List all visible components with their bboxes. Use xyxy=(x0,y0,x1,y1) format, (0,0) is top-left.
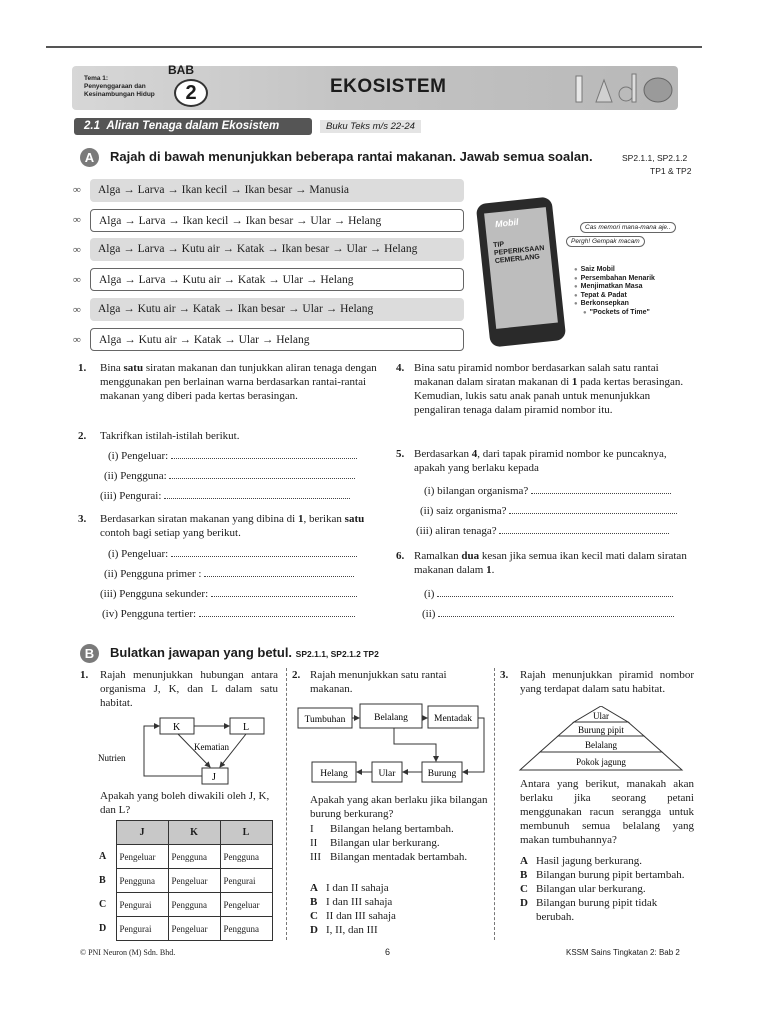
part-b-instruction: Bulatkan jawapan yang betul. xyxy=(110,645,293,660)
option-c[interactable] xyxy=(520,882,696,896)
ad-feature: ● Persembahan Menarik xyxy=(574,275,655,284)
item-label: (iii) Pengguna sekunder: xyxy=(100,588,209,600)
option-label: C xyxy=(310,910,318,922)
part-a-sp-codes: SP2.1.1, SP2.1.2 xyxy=(622,153,688,163)
theme-label xyxy=(84,75,164,99)
question-a1 xyxy=(78,361,380,403)
question-number: 3. xyxy=(500,669,509,681)
answer-blank[interactable] xyxy=(509,505,677,514)
text-run: dua xyxy=(461,550,480,562)
food-chain-5: Alga → Kutu air → Katak → Ikan besar → Ular → Helang xyxy=(90,298,464,321)
item-label: (i) Pengeluar: xyxy=(108,450,169,462)
table-corner xyxy=(96,821,116,845)
answer-blank[interactable] xyxy=(171,548,357,557)
text-run: Bina xyxy=(100,362,124,374)
ad-phone-subtitle: TIP PEPERIKSAAN CEMERLANG xyxy=(492,241,545,266)
question-text xyxy=(414,549,694,577)
label-ular: Ular xyxy=(378,769,396,779)
option-row-d[interactable] xyxy=(96,917,272,941)
table-cell: Pengeluar xyxy=(168,917,220,941)
option-a[interactable] xyxy=(520,854,696,868)
question-text xyxy=(100,361,380,403)
statement-text: Bilangan mentadak bertambah. xyxy=(330,851,468,863)
question-number: 3. xyxy=(78,513,87,525)
table-cell: Pengguna xyxy=(116,869,168,893)
answer-line-a2-iii[interactable] xyxy=(100,489,380,503)
item-label: (ii) saiz organisma? xyxy=(420,505,507,517)
table-cell: Pengeluar xyxy=(116,845,168,869)
question-number: 2. xyxy=(292,669,301,681)
pyramid-of-numbers xyxy=(516,706,686,776)
label-nutrien: Nutrien xyxy=(98,753,126,763)
food-chain-3: Alga → Larva → Kutu air → Katak → Ikan besar → Ular → Helang xyxy=(90,238,464,261)
option-label: B xyxy=(520,869,528,881)
section-number: 2.1 xyxy=(84,120,100,132)
answer-blank[interactable] xyxy=(531,485,671,494)
ad-phone-title: Mobil xyxy=(494,216,519,230)
option-label: D xyxy=(520,897,528,909)
option-row-b[interactable] xyxy=(96,869,272,893)
theme-line: Kesinambungan Hidup xyxy=(84,91,155,98)
part-b-badge: B xyxy=(80,644,99,663)
link-icon: ∞ xyxy=(73,184,81,196)
question-b2-prompt: Apakah yang akan berlaku jika bilangan burung berkurang? xyxy=(310,794,488,820)
text-run: Bina satu piramid nombor berdasarkan salah satu rantai makanan dalam siratan makanan di xyxy=(414,362,659,388)
label-tumbuhan: Tumbuhan xyxy=(304,715,346,725)
answer-line-a6-i[interactable] xyxy=(424,587,694,601)
pyramid-level-1: Ular xyxy=(593,711,609,721)
question-text: Rajah menunjukkan satu rantai makanan. xyxy=(310,669,447,695)
answer-blank[interactable] xyxy=(204,568,354,577)
label-mentadak: Mentadak xyxy=(434,714,472,724)
part-a-instruction: Rajah di bawah menunjukkan beberapa rantai makanan. Jawab semua soalan. xyxy=(110,149,593,164)
statement-numeral: III xyxy=(310,851,321,863)
question-a4 xyxy=(396,361,694,417)
question-b1 xyxy=(80,668,278,710)
text-run: . xyxy=(491,564,495,576)
question-text xyxy=(414,447,694,475)
answer-line-a6-ii[interactable] xyxy=(422,607,694,621)
pyramid-level-2: Burung pipit xyxy=(578,725,624,735)
bab-number-badge: 2 xyxy=(174,79,208,107)
option-text: Bilangan burung pipit tidak berubah. xyxy=(536,897,658,923)
option-list xyxy=(310,881,490,937)
footer-page-number: 6 xyxy=(385,947,391,957)
ad-bubble-1: Cas memori mana-mana aje.. xyxy=(580,222,676,233)
statement-numeral: II xyxy=(310,837,318,849)
text-run: contoh bagi setiap yang berikut. xyxy=(100,527,241,539)
table-cell: Pengurai xyxy=(220,869,272,893)
table-header: K xyxy=(168,821,220,845)
food-chain-6: Alga → Kutu air → Katak → Ular → Helang xyxy=(90,328,464,351)
question-b3-prompt: Antara yang berikut, manakah akan berlaku jika seorang petani menggunakan racun serangga untuk membunuh semua belalang yang makan tumbuhannya? xyxy=(520,778,694,846)
food-chain-1: Alga → Larva → Ikan kecil → Ikan besar → Manusia xyxy=(90,179,464,202)
table-header: L xyxy=(220,821,272,845)
option-label[interactable]: D xyxy=(99,923,107,934)
part-b-heading xyxy=(110,645,379,660)
food-chain-4: Alga → Larva → Kutu air → Katak → Ular → Helang xyxy=(90,268,464,291)
answer-line-a2-i[interactable] xyxy=(108,449,380,463)
text-run: 1 xyxy=(486,564,492,576)
answer-blank[interactable] xyxy=(199,608,355,617)
option-label: B xyxy=(310,896,318,908)
answer-blank[interactable] xyxy=(211,588,357,597)
table-cell: Pengguna xyxy=(168,893,220,917)
statement-list xyxy=(310,822,490,864)
text-run: , dari tapak piramid nombor ke puncaknya, apakah yang berlaku kepada xyxy=(414,448,667,474)
question-number: 6. xyxy=(396,550,405,562)
text-run: 4 xyxy=(471,448,478,460)
item-label: (iv) Pengguna tertier: xyxy=(102,608,197,620)
option-text: I dan II sahaja xyxy=(326,882,389,894)
statement xyxy=(310,836,490,850)
option-label: A xyxy=(520,855,528,867)
text-run: Ramalkan xyxy=(414,550,462,562)
statement-text: Bilangan helang bertambah. xyxy=(330,823,454,835)
table-cell: Pengguna xyxy=(220,845,272,869)
option-b[interactable] xyxy=(310,895,490,909)
ad-feature: ● Menjimatkan Masa xyxy=(574,283,655,292)
answer-line-a5-i[interactable] xyxy=(424,484,694,498)
ad-feature-list xyxy=(574,266,655,317)
food-chain-2: Alga → Larva → Ikan kecil → Ikan besar → Ular → Helang xyxy=(90,209,464,232)
question-text: Takrifkan istilah-istilah berikut. xyxy=(100,430,240,442)
table-cell: Pengguna xyxy=(168,845,220,869)
item-label: (ii) Pengguna primer : xyxy=(104,568,202,580)
part-a-tp-codes: TP1 & TP2 xyxy=(650,166,692,176)
page-top-rule xyxy=(46,46,702,48)
text-run: Berdasarkan xyxy=(414,448,472,460)
item-label: (i) bilangan organisma? xyxy=(424,485,529,497)
ad-bubble-2: Pergh! Gempak macam xyxy=(566,236,645,247)
option-row-c[interactable] xyxy=(96,893,272,917)
ad-feature: ● "Pockets of Time" xyxy=(574,309,655,318)
food-chain-diagram xyxy=(296,702,488,788)
answer-blank[interactable] xyxy=(169,470,355,479)
column-divider xyxy=(494,668,495,940)
textbook-reference: Buku Teks m/s 22-24 xyxy=(320,120,421,133)
answer-blank[interactable] xyxy=(164,490,350,499)
item-label: (iii) Pengurai: xyxy=(100,490,162,502)
option-b[interactable] xyxy=(520,868,696,882)
option-label: A xyxy=(310,882,318,894)
text-run: , berikan xyxy=(303,513,345,525)
link-icon: ∞ xyxy=(73,334,81,346)
option-label[interactable]: C xyxy=(99,899,107,910)
answer-line-a5-ii[interactable] xyxy=(420,504,694,518)
pyramid-level-3: Belalang xyxy=(585,740,617,750)
item-label: (iii) aliran tenaga? xyxy=(416,525,497,537)
answer-line-a2-ii[interactable] xyxy=(104,469,380,483)
lab-equipment-icon xyxy=(566,68,676,108)
label-belalang: Belalang xyxy=(374,713,408,723)
ad-feature: ● Tepat & Padat xyxy=(574,292,655,301)
text-run: satu xyxy=(123,362,144,374)
question-number: 2. xyxy=(78,430,87,442)
question-number: 5. xyxy=(396,448,405,460)
answer-line-a3-ii[interactable] xyxy=(104,567,380,581)
section-title-bar xyxy=(74,118,312,135)
link-icon: ∞ xyxy=(73,274,81,286)
statement xyxy=(310,850,490,864)
link-icon: ∞ xyxy=(73,214,81,226)
question-number: 1. xyxy=(78,362,87,374)
table-cell: Pengurai xyxy=(116,893,168,917)
chapter-title: EKOSISTEM xyxy=(330,76,447,97)
option-text: I dan III sahaja xyxy=(326,896,393,908)
question-a2 xyxy=(78,429,380,443)
option-text: Bilangan burung pipit bertambah. xyxy=(536,869,685,881)
question-a3 xyxy=(78,512,380,540)
text-run: satu xyxy=(344,513,365,525)
label-k: K xyxy=(173,722,181,733)
ad-feature: ● Saiz Mobil xyxy=(574,266,655,275)
label-kematian: Kematian xyxy=(194,742,229,752)
theme-line: Penyenggaraan dan xyxy=(84,83,146,90)
answer-line-a3-iii[interactable] xyxy=(100,587,380,601)
footer-publisher: © PNI Neuron (M) Sdn. Bhd. xyxy=(80,948,176,957)
question-text xyxy=(100,512,380,540)
question-number: 1. xyxy=(80,669,89,681)
question-b1-prompt: Apakah yang boleh diwakili oleh J, K, dan L? xyxy=(100,790,270,816)
option-list xyxy=(520,854,696,924)
option-row-a[interactable] xyxy=(96,845,272,869)
question-text: Rajah menunjukkan hubungan antara organisma J, K, dan L dalam satu habitat. xyxy=(100,669,278,709)
statement-text: Bilangan ular berkurang. xyxy=(330,837,440,849)
label-l: L xyxy=(243,722,250,733)
option-label: D xyxy=(310,924,318,936)
ad-feature: ● Berkonsepkan xyxy=(574,300,655,309)
label-burung: Burung xyxy=(427,769,457,779)
theme-line: Tema 1: xyxy=(84,75,109,82)
part-a-badge: A xyxy=(80,148,99,167)
item-label: (i) xyxy=(424,588,435,600)
table-cell: Pengeluar xyxy=(220,893,272,917)
item-label: (ii) xyxy=(422,608,436,620)
option-label: C xyxy=(520,883,528,895)
text-run: kesan jika semua ikan kecil mati dalam siratan makanan dalam xyxy=(414,550,687,576)
label-j: J xyxy=(212,772,216,783)
text-run: 1 xyxy=(571,376,578,388)
statement xyxy=(310,822,490,836)
text-run: Berdasarkan siratan makanan yang dibina di xyxy=(100,513,298,525)
column-divider xyxy=(286,668,287,940)
question-a5 xyxy=(396,447,694,475)
link-icon: ∞ xyxy=(73,244,81,256)
question-b2 xyxy=(292,668,488,696)
label-helang: Helang xyxy=(320,769,348,779)
option-c[interactable] xyxy=(310,909,490,923)
option-text: Bilangan ular berkurang. xyxy=(536,883,646,895)
answer-line-a3-iv[interactable] xyxy=(102,607,380,621)
jkl-relationship-diagram xyxy=(98,712,278,788)
text-run: 1 xyxy=(297,513,304,525)
option-d[interactable] xyxy=(520,896,696,924)
question-text xyxy=(414,361,694,417)
answer-blank[interactable] xyxy=(499,525,669,534)
question-a6 xyxy=(396,549,694,577)
question-b3 xyxy=(500,668,694,696)
question-number: 4. xyxy=(396,362,405,374)
question-text: Rajah menunjukkan piramid nombor yang terdapat dalam satu habitat. xyxy=(520,669,694,695)
answer-line-a5-iii[interactable] xyxy=(416,524,694,538)
option-d[interactable] xyxy=(310,923,490,937)
footer-series: KSSM Sains Tingkatan 2: Bab 2 xyxy=(566,948,680,957)
item-label: (ii) Pengguna: xyxy=(104,470,167,482)
table-header: J xyxy=(116,821,168,845)
answer-line-a3-i[interactable] xyxy=(108,547,380,561)
answer-blank[interactable] xyxy=(437,588,673,597)
option-label[interactable]: B xyxy=(99,875,106,886)
item-label: (i) Pengeluar: xyxy=(108,548,169,560)
option-text: I, II, dan III xyxy=(326,924,378,936)
table-cell: Pengurai xyxy=(116,917,168,941)
pyramid-level-4: Pokok jagung xyxy=(576,757,626,767)
option-text: II dan III sahaja xyxy=(326,910,396,922)
statement-numeral: I xyxy=(310,823,314,835)
answer-blank[interactable] xyxy=(438,608,674,617)
option-label[interactable]: A xyxy=(99,851,107,862)
bab-label: BAB xyxy=(168,63,194,77)
answer-options-table xyxy=(96,820,273,941)
section-title: Aliran Tenaga dalam Ekosistem xyxy=(106,120,280,132)
part-b-sp-codes: SP2.1.1, SP2.1.2 TP2 xyxy=(295,649,379,659)
text-run: pada kertas berasingan. Kemudian, lukis satu anak panah untuk menunjukkan pengaliran tenaga dalam piramid nombor itu. xyxy=(414,376,684,416)
option-a[interactable] xyxy=(310,881,490,895)
text-run: siratan makanan dan tunjukkan aliran tenaga dengan menggunakan pen berlainan warna berdasarkan rantai-rantai makanan yang diberi pada kertas berasingan. xyxy=(100,362,377,402)
answer-blank[interactable] xyxy=(171,450,357,459)
table-cell: Pengguna xyxy=(220,917,272,941)
link-icon: ∞ xyxy=(73,304,81,316)
option-text: Hasil jagung berkurang. xyxy=(536,855,642,867)
table-cell: Pengeluar xyxy=(168,869,220,893)
